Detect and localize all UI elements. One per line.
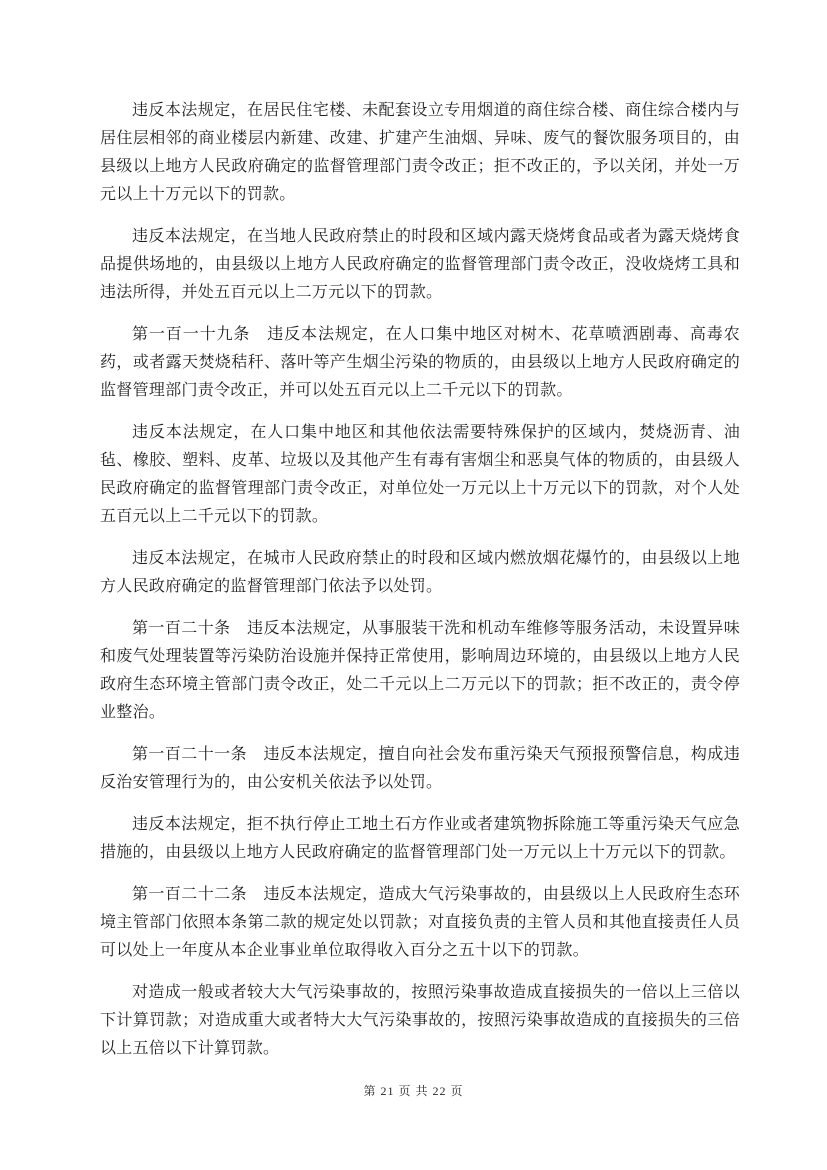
- page-number-label: 第 21 页 共 22 页: [363, 1084, 464, 1098]
- paragraph-1: 违反本法规定，在居民住宅楼、未配套设立专用烟道的商住综合楼、商住综合楼内与居住层相邻的商业楼层内新建、改建、扩建产生油烟、异味、废气的餐饮服务项目的，由县级以上地方人民政府确定的监督管理部门责令改正；拒不改正的，予以关闭，并处一万元以上十万元以下的罚款。: [100, 102, 740, 203]
- document-body: [100, 97, 740, 1077]
- paragraph-3-article-119: 第一百一十九条 违反本法规定，在人口集中地区对树木、花草喷洒剧毒、高毒农药，或者露天焚烧秸秆、落叶等产生烟尘污染的物质的，由县级以上地方人民政府确定的监督管理部门责令改正，并可以处五百元以上二千元以下的罚款。: [100, 326, 740, 399]
- paragraph-4: 违反本法规定，在人口集中地区和其他依法需要特殊保护的区域内，焚烧沥青、油毡、橡胶、塑料、皮革、垃圾以及其他产生有毒有害烟尘和恶臭气体的物质的，由县级人民政府确定的监督管理部门责令改正，对单位处一万元以上十万元以下的罚款，对个人处五百元以上二千元以下的罚款。: [100, 424, 740, 525]
- paragraph-2: 违反本法规定，在当地人民政府禁止的时段和区域内露天烧烤食品或者为露天烧烤食品提供场地的，由县级以上地方人民政府确定的监督管理部门责令改正，没收烧烤工具和违法所得，并处五百元以上二万元以下的罚款。: [100, 228, 740, 301]
- page-footer: [0, 1082, 827, 1099]
- paragraph-10: 对造成一般或者较大大气污染事故的，按照污染事故造成直接损失的一倍以上三倍以下计算罚款；对造成重大或者特大大气污染事故的，按照污染事故造成的直接损失的三倍以上五倍以下计算罚款。: [100, 984, 740, 1057]
- paragraph-8: 违反本法规定，拒不执行停止工地土石方作业或者建筑物拆除施工等重污染天气应急措施的，由县级以上地方人民政府确定的监督管理部门处一万元以上十万元以下的罚款。: [100, 816, 740, 861]
- paragraph-5: 违反本法规定，在城市人民政府禁止的时段和区域内燃放烟花爆竹的，由县级以上地方人民政府确定的监督管理部门依法予以处罚。: [100, 550, 740, 595]
- paragraph-6-article-120: 第一百二十条 违反本法规定，从事服装干洗和机动车维修等服务活动，未设置异味和废气处理装置等污染防治设施并保持正常使用，影响周边环境的，由县级以上地方人民政府生态环境主管部门责令改正，处二千元以上二万元以下的罚款；拒不改正的，责令停业整治。: [100, 620, 740, 721]
- paragraph-9-article-122: 第一百二十二条 违反本法规定，造成大气污染事故的，由县级以上人民政府生态环境主管部门依照本条第二款的规定处以罚款；对直接负责的主管人员和其他直接责任人员可以处上一年度从本企业事业单位取得收入百分之五十以下的罚款。: [100, 886, 740, 959]
- paragraph-7-article-121: 第一百二十一条 违反本法规定，擅自向社会发布重污染天气预报预警信息，构成违反治安管理行为的，由公安机关依法予以处罚。: [100, 746, 740, 791]
